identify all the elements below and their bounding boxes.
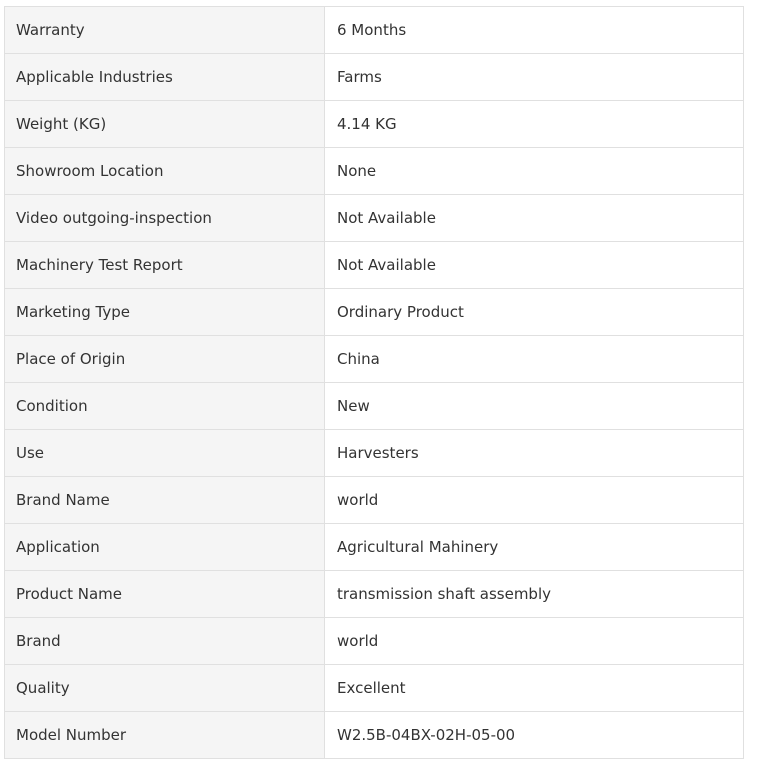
table-row: [5, 242, 744, 289]
table-row: [5, 7, 744, 54]
spec-value: Excellent: [325, 665, 744, 712]
table-row: [5, 54, 744, 101]
spec-label: Weight (KG): [5, 101, 325, 148]
table-row: [5, 524, 744, 571]
spec-label: Video outgoing-inspection: [5, 195, 325, 242]
spec-value: 4.14 KG: [325, 101, 744, 148]
spec-label: Application: [5, 524, 325, 571]
spec-value: world: [325, 477, 744, 524]
spec-value: China: [325, 336, 744, 383]
spec-value: transmission shaft assembly: [325, 571, 744, 618]
spec-label: Warranty: [5, 7, 325, 54]
spec-label: Applicable Industries: [5, 54, 325, 101]
table-row: [5, 148, 744, 195]
table-row: [5, 195, 744, 242]
table-row: [5, 477, 744, 524]
table-row: [5, 618, 744, 665]
table-row: [5, 430, 744, 477]
spec-label: Model Number: [5, 712, 325, 759]
spec-value: 6 Months: [325, 7, 744, 54]
table-row: [5, 712, 744, 759]
spec-value: Farms: [325, 54, 744, 101]
spec-label: Brand Name: [5, 477, 325, 524]
spec-label: Marketing Type: [5, 289, 325, 336]
spec-value: world: [325, 618, 744, 665]
spec-label: Quality: [5, 665, 325, 712]
spec-value: Agricultural Mahinery: [325, 524, 744, 571]
table-row: [5, 665, 744, 712]
spec-value: Ordinary Product: [325, 289, 744, 336]
spec-value: None: [325, 148, 744, 195]
table-row: [5, 101, 744, 148]
spec-value: Not Available: [325, 195, 744, 242]
spec-value: Not Available: [325, 242, 744, 289]
spec-label: Use: [5, 430, 325, 477]
spec-value: Harvesters: [325, 430, 744, 477]
spec-value: New: [325, 383, 744, 430]
table-row: [5, 571, 744, 618]
spec-value: W2.5B-04BX-02H-05-00: [325, 712, 744, 759]
specifications-table: [4, 6, 744, 759]
table-row: [5, 336, 744, 383]
spec-label: Machinery Test Report: [5, 242, 325, 289]
spec-label: Condition: [5, 383, 325, 430]
spec-label: Place of Origin: [5, 336, 325, 383]
spec-label: Product Name: [5, 571, 325, 618]
spec-label: Brand: [5, 618, 325, 665]
table-row: [5, 383, 744, 430]
spec-label: Showroom Location: [5, 148, 325, 195]
table-row: [5, 289, 744, 336]
